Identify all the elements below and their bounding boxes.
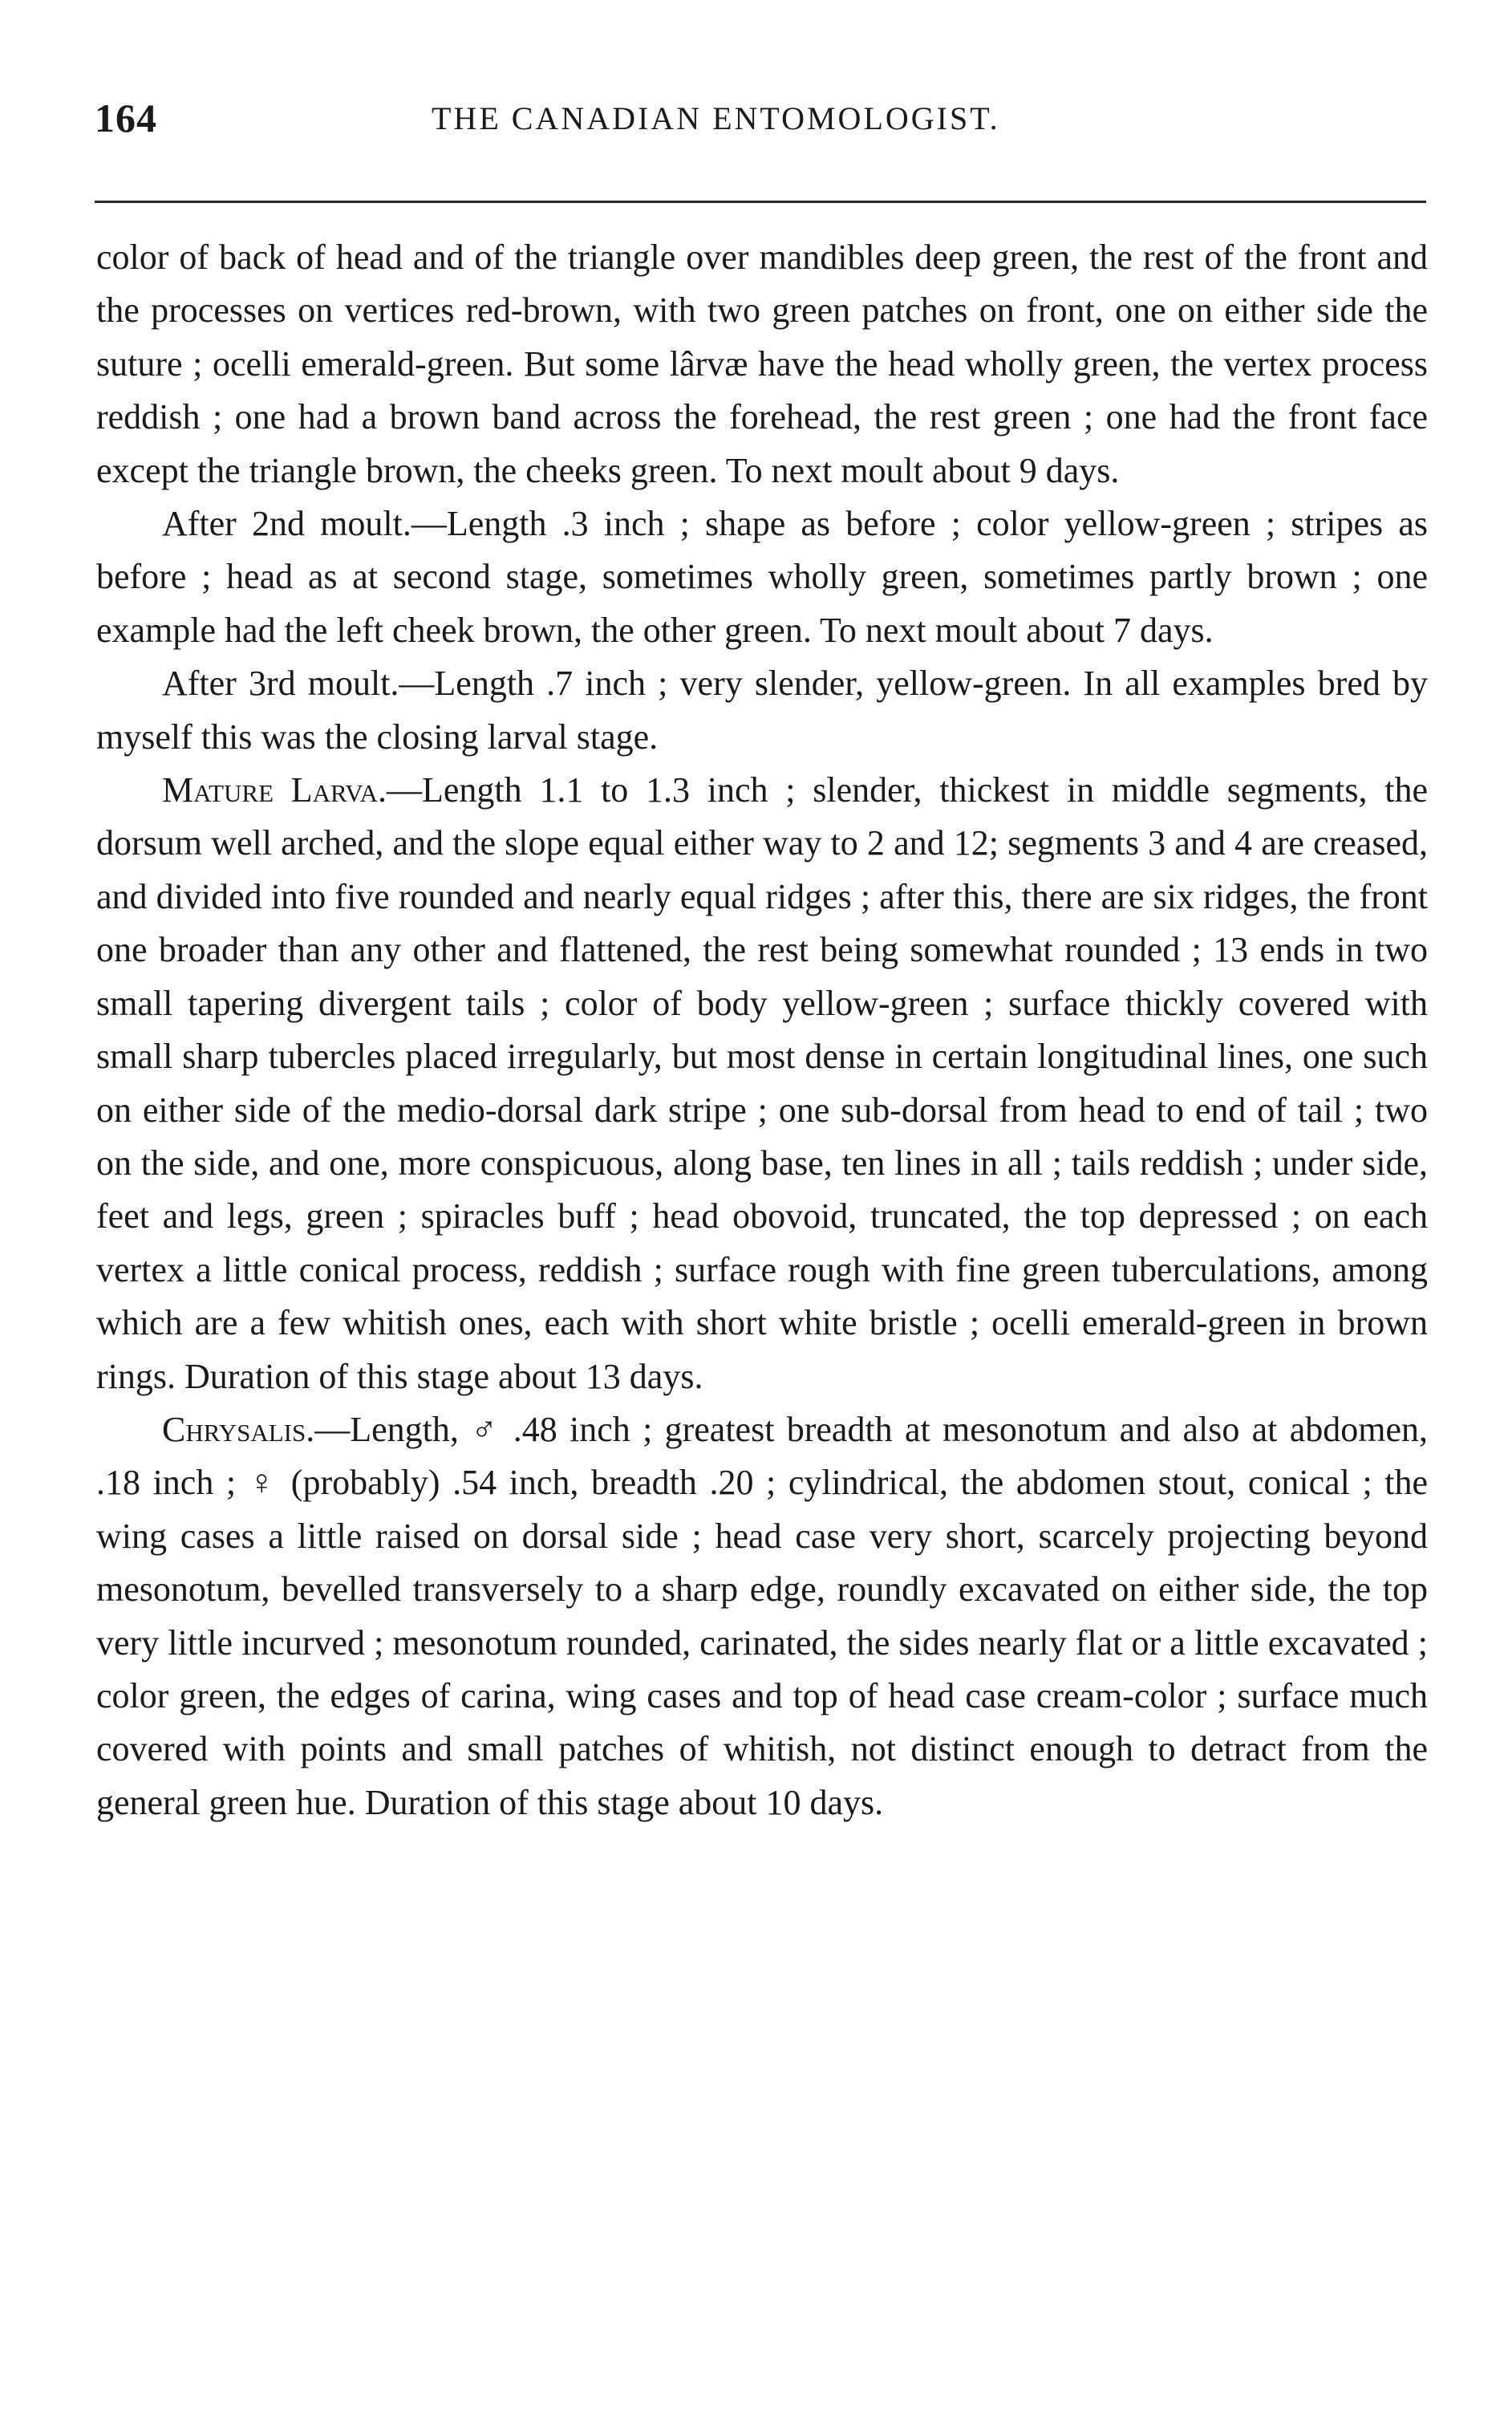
paragraph-chrysalis xyxy=(96,1403,1428,1829)
journal-title: THE CANADIAN ENTOMOLOGIST. xyxy=(432,100,1000,136)
page-number: 164 xyxy=(95,95,157,140)
paragraph-text: After 3rd moult.—Length .7 inch ; very slender, yellow-green. In all examples bred by myself this was the closing larval stage. xyxy=(96,664,1428,757)
body-text xyxy=(96,231,1428,1829)
paragraph-after-third-moult xyxy=(96,657,1428,764)
paragraph-mature-larva xyxy=(96,764,1428,1403)
paragraph-text: After 2nd moult.—Length .3 inch ; shape as before ; color yellow-green ; stripes as before ; head as at second stage, sometimes wholly green, sometimes partly brown ; one example had the left cheek brown, the other green. To next moult about 7 days. xyxy=(96,504,1428,650)
paragraph-text: color of back of head and of the triangle over mandibles deep green, the rest of the front and the processes on vertices red-brown, with two green patches on front, one on either side the suture ; ocelli emerald-green. But some lârvæ have the head wholly green, the vertex process reddish ; one had a brown band across the forehead, the rest green ; one had the front face except the triangle brown, the cheeks green. To next moult about 9 days. xyxy=(96,238,1428,490)
running-head xyxy=(95,95,1442,151)
section-lead-mature-larva: Mature Larva. xyxy=(162,770,387,810)
paragraph-after-second-moult xyxy=(96,497,1428,657)
paragraph-text: —Length, ♂ .48 inch ; greatest breadth at mesonotum and also at abdomen, .18 inch ; ♀ (probably) .54 inch, breadth .20 ; cylindrical, the abdomen stout, conical ; the wing cases a little raised on dorsal side ; head case very short, scarcely projecting beyond mesonotum, bevelled transversely to a sharp edge, roundly excavated on either side, the top very little incurved ; mesonotum rounded, carinated, the sides nearly flat or a little excavated ; color green, the edges of carina, wing cases and top of head case cream-color ; surface much covered with points and small patches of whitish, not distinct enough to detract from the general green hue. Duration of this stage about 10 days. xyxy=(96,1409,1428,1822)
paragraph-head-coloration xyxy=(96,231,1428,497)
section-lead-chrysalis: Chrysalis. xyxy=(162,1409,315,1449)
header-rule xyxy=(95,201,1426,203)
paragraph-text: —Length 1.1 to 1.3 inch ; slender, thickest in middle segments, the dorsum well arched, and the slope equal either way to 2 and 12; segments 3 and 4 are creased, and divided into five rounded and nearly equal ridges ; after this, there are six ridges, the front one broader than any other and flattened, the rest being somewhat rounded ; 13 ends in two small tapering divergent tails ; color of body yellow-green ; surface thickly covered with small sharp tubercles placed irregularly, but most dense in certain longitudinal lines, one such on either side of the medio-dorsal dark stripe ; one sub-dorsal from head to end of tail ; two on the side, and one, more conspicuous, along base, ten lines in all ; tails reddish ; under side, feet and legs, green ; spiracles buff ; head obovoid, truncated, the top depressed ; on each vertex a little conical process, reddish ; surface rough with fine green tuberculations, among which are a few whitish ones, each with short white bristle ; ocelli emerald-green in brown rings. Duration of this stage about 13 days. xyxy=(96,770,1428,1396)
